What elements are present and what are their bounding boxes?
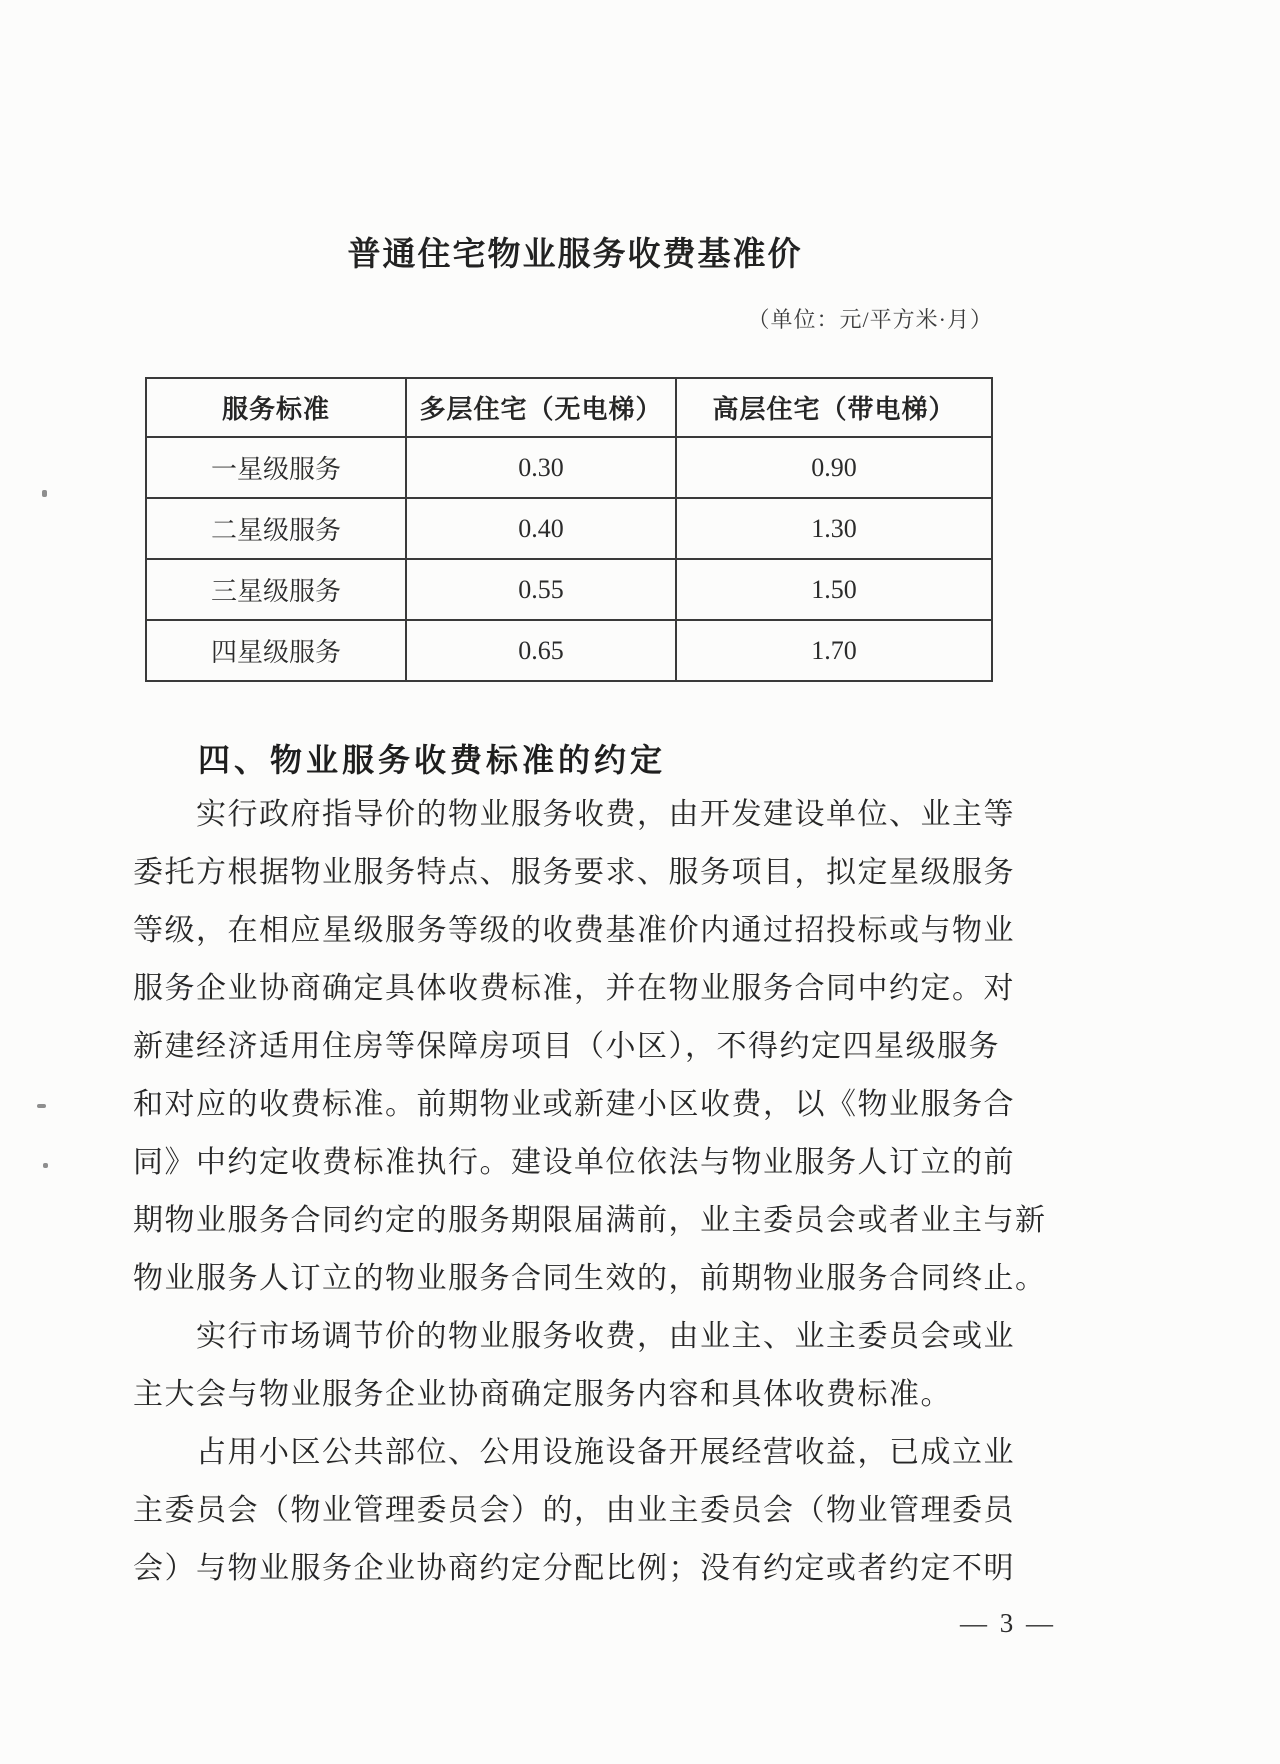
service-level-cell: 一星级服务 — [146, 437, 406, 498]
body-line: 主大会与物业服务企业协商确定服务内容和具体收费标准。 — [133, 1378, 952, 1411]
page-number: — 3 — — [960, 1608, 1056, 1638]
scan-artifact-dot — [42, 490, 47, 497]
table-row — [146, 498, 992, 559]
table-header-row — [146, 378, 992, 437]
service-level-cell: 三星级服务 — [146, 559, 406, 620]
table-row — [146, 620, 992, 681]
highrise-price-cell: 1.30 — [676, 498, 992, 559]
header-service-standard: 服务标准 — [146, 378, 406, 437]
body-line: 实行政府指导价的物业服务收费，由开发建设单位、业主等 — [196, 798, 1015, 831]
multistory-price-cell: 0.55 — [406, 559, 676, 620]
body-line: 服务企业协商确定具体收费标准，并在物业服务合同中约定。对 — [133, 972, 1015, 1005]
body-line: 会）与物业服务企业协商约定分配比例；没有约定或者约定不明 — [133, 1552, 1015, 1585]
body-line: 和对应的收费标准。前期物业或新建小区收费，以《物业服务合 — [133, 1088, 1015, 1121]
body-line: 等级，在相应星级服务等级的收费基准价内通过招投标或与物业 — [133, 914, 1015, 947]
service-level-cell: 四星级服务 — [146, 620, 406, 681]
multistory-price-cell: 0.40 — [406, 498, 676, 559]
body-line: 新建经济适用住房等保障房项目（小区），不得约定四星级服务 — [133, 1030, 1000, 1063]
highrise-price-cell: 0.90 — [676, 437, 992, 498]
body-line: 同》中约定收费标准执行。建设单位依法与物业服务人订立的前 — [133, 1146, 1015, 1179]
body-text — [133, 786, 1047, 1598]
scan-artifact-dash — [37, 1104, 46, 1108]
body-line: 物业服务人订立的物业服务合同生效的，前期物业服务合同终止。 — [133, 1262, 1047, 1295]
table-row — [146, 559, 992, 620]
body-line: 期物业服务合同约定的服务期限届满前，业主委员会或者业主与新 — [133, 1204, 1047, 1237]
header-highrise-with-elevator: 高层住宅（带电梯） — [676, 378, 992, 437]
body-line: 占用小区公共部位、公用设施设备开展经营收益，已成立业 — [196, 1436, 1015, 1469]
highrise-price-cell: 1.50 — [676, 559, 992, 620]
multistory-price-cell: 0.30 — [406, 437, 676, 498]
table-row — [146, 437, 992, 498]
service-level-cell: 二星级服务 — [146, 498, 406, 559]
document-title: 普通住宅物业服务收费基准价 — [347, 237, 803, 273]
multistory-price-cell: 0.65 — [406, 620, 676, 681]
section-heading: 四、物业服务收费标准的约定 — [198, 742, 667, 778]
scan-artifact-dot — [43, 1163, 48, 1168]
body-line: 委托方根据物业服务特点、服务要求、服务项目，拟定星级服务 — [133, 856, 1015, 889]
body-line: 实行市场调节价的物业服务收费，由业主、业主委员会或业 — [196, 1320, 1015, 1353]
header-multistory-no-elevator: 多层住宅（无电梯） — [406, 378, 676, 437]
unit-note: （单位：元/平方米·月） — [747, 307, 993, 332]
body-line: 主委员会（物业管理委员会）的，由业主委员会（物业管理委员 — [133, 1494, 1015, 1527]
highrise-price-cell: 1.70 — [676, 620, 992, 681]
fee-standard-table — [145, 377, 993, 682]
